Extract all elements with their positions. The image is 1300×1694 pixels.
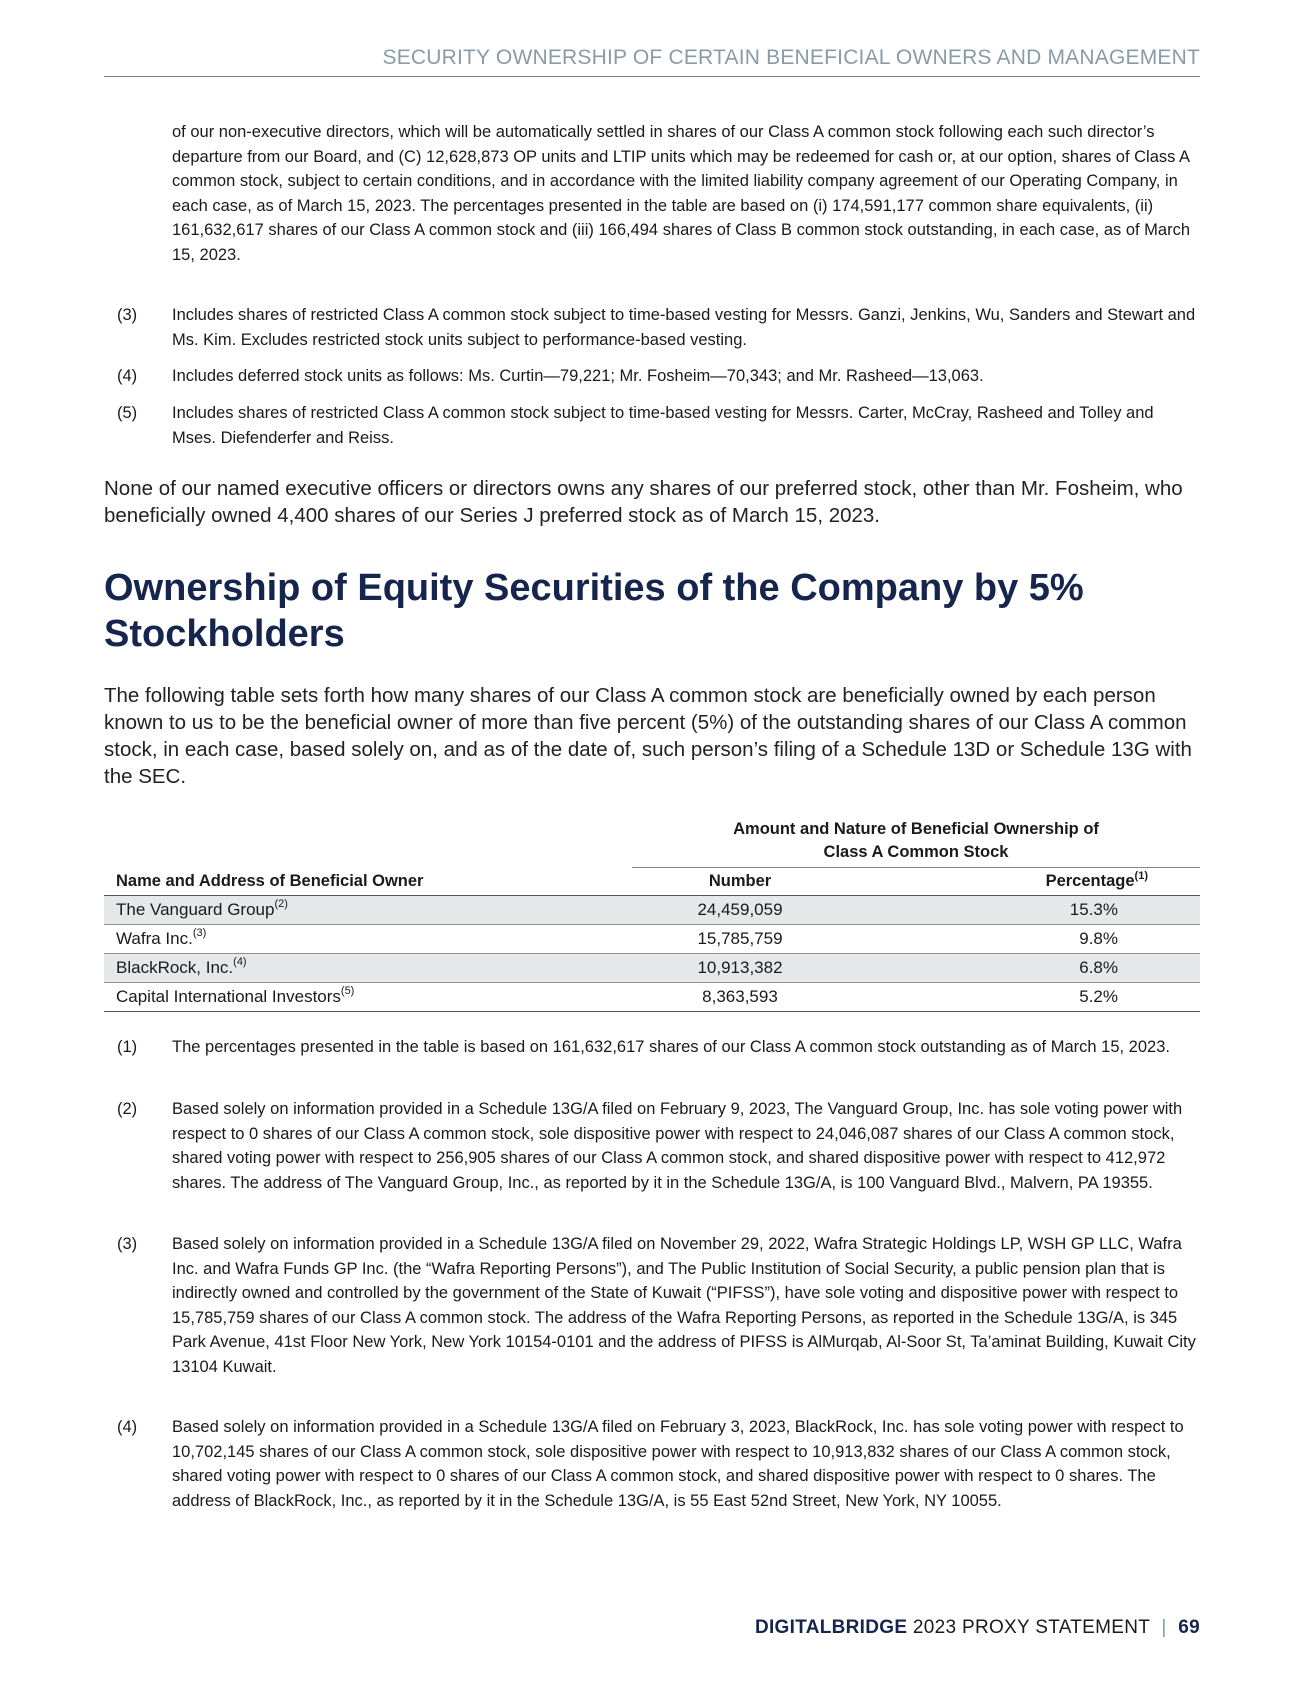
owner-name-text: Wafra Inc. — [116, 929, 193, 948]
owner-name-text: The Vanguard Group — [116, 900, 275, 919]
footnote-ref: (4) — [233, 956, 247, 968]
footnote-number: (2) — [117, 1100, 138, 1118]
ownership-table — [104, 818, 1200, 1012]
footnote-1 — [104, 1035, 1200, 1060]
footnote-text: Includes shares of restricted Class A common stock subject to time-based vesting for Messrs. Carter, McCray, Rasheed and Tolley and Mses. Diefenderfer and Reiss. — [172, 404, 1154, 447]
section-title: Ownership of Equity Securities of the Company by 5% Stockholders — [104, 567, 1084, 655]
page-footer — [755, 1617, 1200, 1639]
footnote-number: (3) — [117, 306, 138, 324]
share-number: 8,363,593 — [632, 983, 848, 1012]
share-number: 24,459,059 — [632, 896, 848, 925]
footnote-number: (4) — [117, 1418, 138, 1436]
footnote-text: Based solely on information provided in a Schedule 13G/A filed on February 3, 2023, BlackRock, Inc. has sole voting power with respect to 10,702,145 shares of our Class A common stock, sole dispositive power with respect to 10,913,832 shares of our Class A common stock, shared voting power with respect to 0 shares of our Class A common stock, and shared dispositive power with respect to 0 shares. The address of BlackRock, Inc., as reported by it in the Schedule 13G/A, is 55 East 52nd Street, New York, NY 10055. — [172, 1418, 1184, 1510]
footnote-number: (3) — [117, 1235, 138, 1253]
group-header — [632, 818, 1200, 868]
owner-name — [104, 925, 632, 954]
share-number: 15,785,759 — [632, 925, 848, 954]
footnote-text: The percentages presented in the table is based on 161,632,617 shares of our Class A common stock outstanding as of March 15, 2023. — [172, 1038, 1170, 1056]
footnote-number: (4) — [117, 367, 138, 385]
page-number: 69 — [1178, 1617, 1200, 1638]
column-header-percentage — [848, 868, 1200, 896]
footnote-4-top — [104, 364, 1200, 389]
footnote-ref: (3) — [192, 927, 207, 939]
running-header: SECURITY OWNERSHIP OF CERTAIN BENEFICIAL OWNERS AND MANAGEMENT — [382, 46, 1200, 69]
footnote-5-top — [104, 401, 1200, 450]
owner-name-text: Capital International Investors — [116, 987, 341, 1006]
share-percentage: 5.2% — [848, 983, 1200, 1012]
footnote-3 — [104, 1232, 1200, 1379]
table-row — [104, 896, 1200, 925]
table-row — [104, 954, 1200, 983]
column-header-number: Number — [632, 868, 848, 896]
footnote-2 — [104, 1097, 1200, 1195]
intro-paragraph: The following table sets forth how many shares of our Class A common stock are beneficially owned by each person known to us to be the beneficial owner of more than five percent (5%) of the outstanding shares of our Class A common stock, in each case, based solely on, and as of the date of, such person’s filing of a Schedule 13D or Schedule 13G with the SEC. — [104, 684, 1192, 788]
footer-brand: DIGITALBRIDGE — [754, 1617, 908, 1638]
footnote-text: Based solely on information provided in a Schedule 13G/A filed on February 9, 2023, The Vanguard Group, Inc. has sole voting power with respect to 0 shares of our Class A common stock, sole dispositive power with respect to 24,046,087 shares of our Class A common stock, shared voting power with respect to 256,905 shares of our Class A common stock, and shared dispositive power with respect to 412,972 shares. The address of The Vanguard Group, Inc., as reported by it in the Schedule 13G/A, is 100 Vanguard Blvd., Malvern, PA 19355. — [172, 1100, 1183, 1192]
footnote-ref: (2) — [274, 898, 288, 910]
footnote-text: of our non-executive directors, which will be automatically settled in shares of our Class A common stock following each such director’s departure from our Board, and (C) 12,628,873 OP units and LTIP units which may be redeemed for cash or, at our option, shares of Class A common stock, subject to certain conditions, and in accordance with the limited liability company agreement of our Operating Company, in each case, as of March 15, 2023. The percentages presented in the table are based on (i) 174,591,177 common share equivalents, (ii) 161,632,617 shares of our Class A common stock and (iii) 166,494 shares of Class B common stock outstanding, in each case, as of March 15, 2023. — [172, 123, 1191, 264]
footnote-4 — [104, 1415, 1200, 1513]
footer-separator: | — [1161, 1617, 1167, 1638]
preferred-stock-paragraph: None of our named executive officers or directors owns any shares of our preferred stock, other than Mr. Fosheim, who beneficially owned 4,400 shares of our Series J preferred stock as of March 15, 2023. — [104, 477, 1183, 527]
share-percentage: 9.8% — [848, 925, 1200, 954]
share-percentage: 15.3% — [848, 896, 1200, 925]
header-rule — [104, 76, 1200, 77]
group-header-line-2: Class A Common Stock — [823, 843, 1009, 861]
owner-name — [104, 983, 632, 1012]
column-header-name: Name and Address of Beneficial Owner — [104, 868, 632, 896]
footnote-text: Based solely on information provided in a Schedule 13G/A filed on November 29, 2022, Wafra Strategic Holdings LP, WSH GP LLC, Wafra Inc. and Wafra Funds GP Inc. (the “Wafra Reporting Persons”), and The Public Institution of Social Security, a public pension plan that is indirectly owned and controlled by the government of the State of Kuwait (“PIFSS”), have sole voting and dispositive power with respect to 15,785,759 shares of our Class A common stock. The address of the Wafra Reporting Persons, as reported in the Schedule 13G/A, is 345 Park Avenue, 41st Floor New York, New York 10154-0101 and the address of PIFSS is AlMurqab, Al-Soor St, Ta’aminat Building, Kuwait City 13104 Kuwait. — [172, 1235, 1196, 1376]
footnote-text: Includes deferred stock units as follows: Ms. Curtin—79,221; Mr. Fosheim—70,343; and Mr. Rasheed—13,063. — [172, 367, 984, 385]
table-row — [104, 983, 1200, 1012]
owner-name — [104, 954, 632, 983]
percentage-footnote-ref: (1) — [1134, 870, 1148, 882]
share-percentage: 6.8% — [848, 954, 1200, 983]
footnote-text: Includes shares of restricted Class A common stock subject to time-based vesting for Messrs. Ganzi, Jenkins, Wu, Sanders and Stewart and Ms. Kim. Excludes restricted stock units subject to performance-based vesting. — [172, 306, 1196, 349]
share-number: 10,913,382 — [632, 954, 848, 983]
percentage-label: Percentage — [1045, 872, 1135, 890]
footnote-number: (1) — [117, 1038, 138, 1056]
owner-name-text: BlackRock, Inc. — [116, 958, 234, 977]
footnote-number: (5) — [117, 404, 138, 422]
owner-name — [104, 896, 632, 925]
group-header-line-1: Amount and Nature of Beneficial Ownership of — [733, 820, 1099, 838]
footer-title: 2023 PROXY STATEMENT — [912, 1617, 1150, 1638]
footnote-ref: (5) — [340, 985, 355, 997]
footnote-3-top — [104, 303, 1200, 352]
table-row — [104, 925, 1200, 954]
footnote-continuation — [104, 120, 1200, 267]
